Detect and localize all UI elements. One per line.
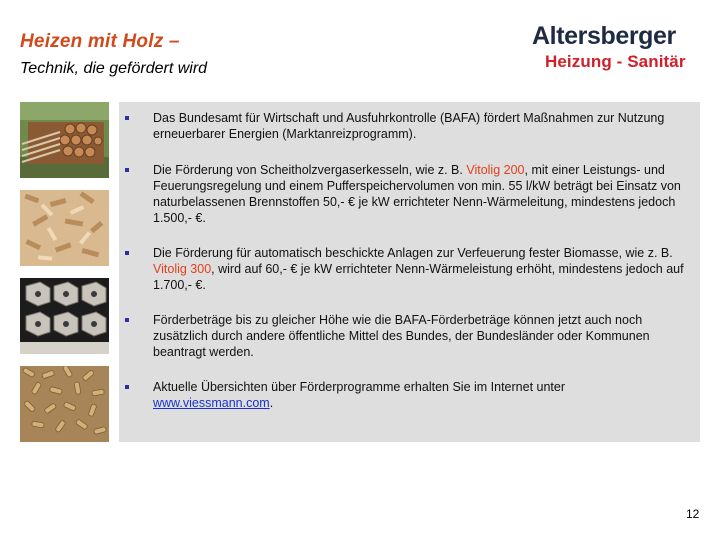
- slide-subtitle: Technik, die gefördert wird: [20, 60, 208, 77]
- bullet-item: [125, 379, 685, 411]
- bullet-marker: [125, 168, 129, 172]
- wood-briquettes-photo: [20, 278, 109, 354]
- page-number: 12: [686, 507, 700, 521]
- bullet-text-pre: Die Förderung von Scheitholzvergaserkesseln, wie z. B.: [153, 163, 467, 177]
- bullet-text-pre: Aktuelle Übersichten über Förderprogramme erhalten Sie im Internet unter: [153, 380, 566, 394]
- logo-tagline: Heizung - Sanitär: [545, 52, 686, 71]
- product-name-vitolig-200: Vitolig 200: [466, 163, 525, 177]
- bullet-text: [153, 162, 685, 226]
- bullet-text-post: , wird auf 60,- € je kW errichteter Nenn-Wärmeleistung erhöht, mindestens jedoch auf 1.700,- €.: [153, 262, 684, 292]
- bullet-marker: [125, 385, 129, 389]
- wood-pellets-photo: [20, 366, 109, 442]
- bullet-text: [153, 245, 685, 293]
- slide-title: Heizen mit Holz –: [20, 31, 180, 52]
- product-name-vitolig-300: Vitolig 300: [153, 262, 212, 276]
- bullet-text-post: .: [269, 396, 274, 410]
- bullet-text: Förderbeträge bis zu gleicher Höhe wie die BAFA-Förderbeträge können jetzt auch noch zusätzlich durch andere öffentliche Mittel des Bundes, der Bundesländer oder Kommunen beantragt werden.: [153, 313, 650, 359]
- bullet-text-post: , mit einer Leistungs- und Feuerungsregelung und einem Pufferspeichervolumen von min. 55 l/kW beträgt bei Einsatz von naturbelassenen Brennstoffen 50,- € je kW errichteter Nenn-Wärmeleitung, mindestens jedoch 1.500,- €.: [153, 163, 681, 225]
- bullet-marker: [125, 251, 129, 255]
- woodpile-photo: [20, 102, 109, 178]
- bullet-item: [125, 312, 685, 360]
- bullet-marker: [125, 116, 129, 120]
- bullet-text: Das Bundesamt für Wirtschaft und Ausfuhrkontrolle (BAFA) fördert Maßnahmen zur Nutzung erneuerbarer Energien (Marktanreizprogramm).: [153, 111, 665, 141]
- bullet-item: [125, 245, 685, 293]
- wood-chips-photo: [20, 190, 109, 266]
- content-panel: [119, 102, 700, 442]
- bullet-text: [153, 379, 685, 411]
- company-logo: [530, 22, 705, 74]
- bullet-item: [125, 162, 685, 226]
- viessmann-link[interactable]: www.viessmann.com: [153, 396, 270, 410]
- bullet-item: [125, 110, 685, 142]
- bullet-text-pre: Die Förderung für automatisch beschickte Anlagen zur Verfeuerung fester Biomasse, wie z. B.: [153, 246, 673, 260]
- bullet-marker: [125, 318, 129, 322]
- logo-name: Altersberger: [532, 22, 676, 50]
